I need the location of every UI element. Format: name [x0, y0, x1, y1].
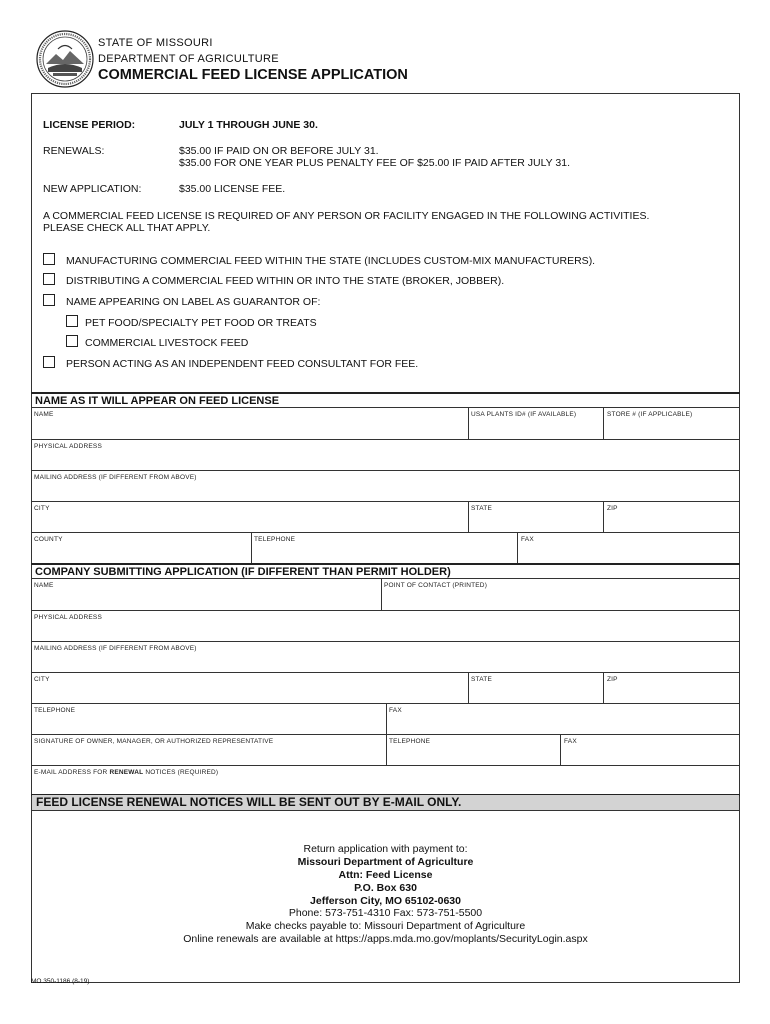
- row-divider: [31, 610, 740, 611]
- state-name: STATE OF MISSOURI: [98, 37, 213, 49]
- renewals-label: RENEWALS:: [43, 145, 105, 157]
- license-period-label: LICENSE PERIOD:: [43, 119, 136, 131]
- activity-manufacturing: MANUFACTURING COMMERCIAL FEED WITHIN THE STATE (INCLUDES CUSTOM-MIX MANUFACTURERS).: [66, 255, 596, 267]
- company-field-point-of-contact[interactable]: POINT OF CONTACT (PRINTED): [384, 582, 488, 589]
- checkbox-guarantor[interactable]: [43, 294, 55, 306]
- department-name: DEPARTMENT OF AGRICULTURE: [98, 53, 279, 65]
- missouri-seal-icon: [36, 30, 94, 88]
- cell-divider: [517, 532, 518, 563]
- return-line-2: Missouri Department of Agriculture: [297, 856, 474, 868]
- new-application-label: NEW APPLICATION:: [43, 183, 142, 195]
- company-field-fax[interactable]: FAX: [389, 707, 402, 714]
- company-heading: COMPANY SUBMITTING APPLICATION (IF DIFFERENT THAN PERMIT HOLDER): [35, 566, 451, 578]
- cell-divider: [560, 734, 561, 765]
- return-line-1: Return application with payment to:: [303, 843, 468, 855]
- activity-consultant: PERSON ACTING AS AN INDEPENDENT FEED CONSULTANT FOR FEE.: [66, 358, 419, 370]
- renewals-line2: $35.00 FOR ONE YEAR PLUS PENALTY FEE OF $25.00 IF PAID AFTER JULY 31.: [179, 157, 570, 169]
- company-field-name[interactable]: NAME: [34, 582, 54, 589]
- field-telephone[interactable]: TELEPHONE: [254, 536, 296, 543]
- form-number: MO 350-1186 (8-19): [31, 978, 90, 985]
- cell-divider: [386, 734, 387, 765]
- company-field-telephone-2[interactable]: TELEPHONE: [389, 738, 431, 745]
- section-divider: [31, 563, 740, 565]
- return-line-8: Online renewals are available at https://apps.mda.mo.gov/moplants/SecurityLogin.aspx: [183, 933, 588, 945]
- company-field-mailing-address[interactable]: MAILING ADDRESS (IF DIFFERENT FROM ABOVE): [34, 645, 197, 652]
- cell-divider: [468, 407, 469, 439]
- field-store-number[interactable]: STORE # (IF APPLICABLE): [607, 411, 693, 418]
- cell-divider: [603, 672, 604, 703]
- cell-divider: [603, 407, 604, 439]
- field-fax[interactable]: FAX: [521, 536, 534, 543]
- activity-guarantor: NAME APPEARING ON LABEL AS GUARANTOR OF:: [66, 296, 321, 308]
- cell-divider: [468, 672, 469, 703]
- row-divider: [31, 501, 740, 502]
- company-field-physical-address[interactable]: PHYSICAL ADDRESS: [34, 614, 102, 621]
- activity-livestock: COMMERCIAL LIVESTOCK FEED: [85, 337, 249, 349]
- field-name[interactable]: NAME: [34, 411, 54, 418]
- company-field-email[interactable]: E-MAIL ADDRESS FOR RENEWAL NOTICES (REQUIRED): [34, 769, 219, 776]
- renewal-notice: FEED LICENSE RENEWAL NOTICES WILL BE SENT OUT BY E-MAIL ONLY.: [36, 795, 462, 809]
- row-divider: [31, 641, 740, 642]
- field-mailing-address[interactable]: MAILING ADDRESS (IF DIFFERENT FROM ABOVE): [34, 474, 197, 481]
- cell-divider: [603, 501, 604, 532]
- activity-pet-food: PET FOOD/SPECIALTY PET FOOD OR TREATS: [85, 317, 317, 329]
- return-line-4: P.O. Box 630: [354, 882, 417, 894]
- return-line-5: Jefferson City, MO 65102-0630: [310, 895, 461, 907]
- checkbox-consultant[interactable]: [43, 356, 55, 368]
- form-title: COMMERCIAL FEED LICENSE APPLICATION: [98, 67, 408, 83]
- checkbox-manufacturing[interactable]: [43, 253, 55, 265]
- checkbox-distributing[interactable]: [43, 273, 55, 285]
- company-field-city[interactable]: CITY: [34, 676, 50, 683]
- field-zip[interactable]: ZIP: [607, 505, 618, 512]
- section-divider: [31, 392, 740, 394]
- field-physical-address[interactable]: PHYSICAL ADDRESS: [34, 443, 102, 450]
- new-application-value: $35.00 LICENSE FEE.: [179, 183, 286, 195]
- return-line-6: Phone: 573-751-4310 Fax: 573-751-5500: [288, 907, 483, 919]
- field-city[interactable]: CITY: [34, 505, 50, 512]
- return-line-7: Make checks payable to: Missouri Department of Agriculture: [245, 920, 526, 932]
- cell-divider: [386, 703, 387, 734]
- row-divider: [31, 578, 740, 579]
- company-field-zip[interactable]: ZIP: [607, 676, 618, 683]
- cell-divider: [381, 578, 382, 610]
- company-field-fax-2[interactable]: FAX: [564, 738, 577, 745]
- renewals-line1: $35.00 IF PAID ON OR BEFORE JULY 31.: [179, 145, 379, 157]
- row-divider: [31, 765, 740, 766]
- row-divider: [31, 532, 740, 533]
- checkbox-livestock[interactable]: [66, 335, 78, 347]
- license-period-value: JULY 1 THROUGH JUNE 30.: [179, 119, 318, 131]
- cell-divider: [468, 501, 469, 532]
- row-divider: [31, 810, 740, 811]
- requirement-text-line2: PLEASE CHECK ALL THAT APPLY.: [43, 222, 211, 234]
- company-field-state[interactable]: STATE: [471, 676, 492, 683]
- cell-divider: [251, 532, 252, 563]
- field-county[interactable]: COUNTY: [34, 536, 63, 543]
- row-divider: [31, 672, 740, 673]
- license-name-heading: NAME AS IT WILL APPEAR ON FEED LICENSE: [35, 395, 280, 407]
- company-field-telephone[interactable]: TELEPHONE: [34, 707, 76, 714]
- company-field-signature[interactable]: SIGNATURE OF OWNER, MANAGER, OR AUTHORIZED REPRESENTATIVE: [34, 738, 274, 745]
- requirement-text-line1: A COMMERCIAL FEED LICENSE IS REQUIRED OF ANY PERSON OR FACILITY ENGAGED IN THE FOLLOWING ACTIVITIES.: [43, 210, 650, 222]
- field-state[interactable]: STATE: [471, 505, 492, 512]
- checkbox-pet-food[interactable]: [66, 315, 78, 327]
- return-line-3: Attn: Feed License: [338, 869, 433, 881]
- row-divider: [31, 407, 740, 408]
- field-usa-plants-id[interactable]: USA PLANTS ID# (IF AVAILABLE): [471, 411, 577, 418]
- activity-distributing: DISTRIBUTING A COMMERCIAL FEED WITHIN OR INTO THE STATE (BROKER, JOBBER).: [66, 275, 505, 287]
- row-divider: [31, 439, 740, 440]
- row-divider: [31, 470, 740, 471]
